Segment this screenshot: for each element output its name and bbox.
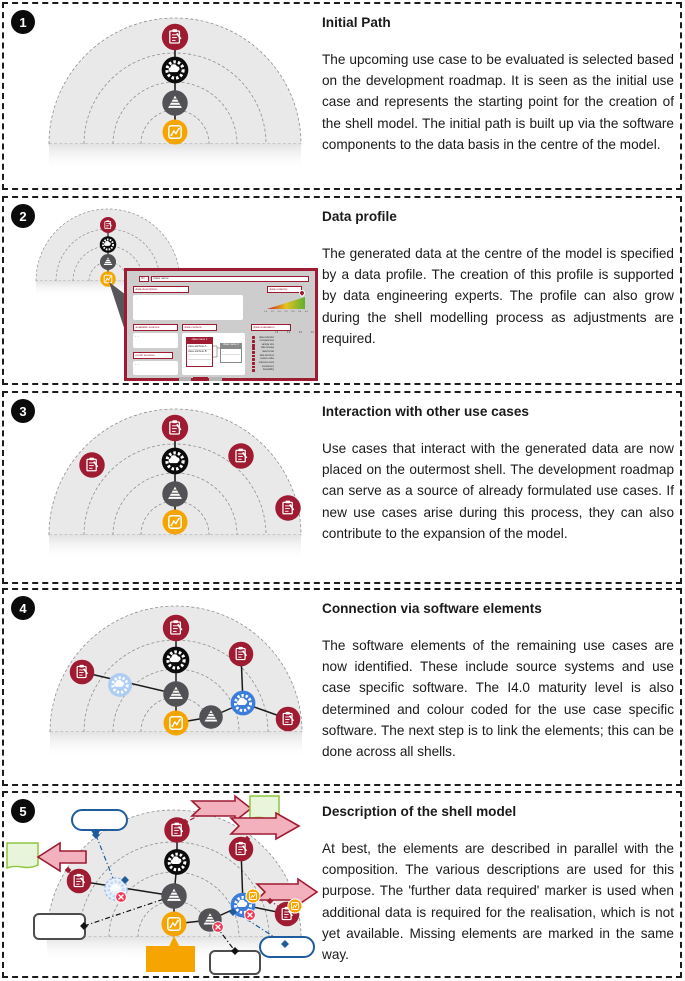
automation-pyramid-icon xyxy=(199,705,223,729)
maturity-tick: 3.5 xyxy=(298,311,302,313)
class-attribute: ... xyxy=(222,350,240,355)
evaluation-dot-selected xyxy=(252,344,255,347)
white-description-box xyxy=(34,914,85,939)
shell-diagram-interaction xyxy=(4,393,320,582)
form-data-description-area: ... xyxy=(133,295,243,320)
evaluation-dot-selected xyxy=(252,340,255,343)
form-tab xyxy=(209,377,222,381)
panel-initial-path xyxy=(2,2,682,190)
evaluation-row-label: consistency xyxy=(261,365,274,368)
form-data-description-label: data description xyxy=(133,286,189,293)
machine-gear-icon xyxy=(163,647,190,674)
evaluation-scale xyxy=(275,332,314,335)
use-case-clipboard-icon xyxy=(67,869,92,894)
panel-description-shell-model xyxy=(2,791,682,978)
panel-body: The generated data at the centre of the model is specified by a data profile. The creation of this profile is supported by data engineering experts. The profile can also grow during the shell modelling process as adjustments are required. xyxy=(322,246,674,346)
evaluation-row xyxy=(251,369,317,373)
shell-diagram-initial-path xyxy=(4,4,320,188)
panel-connection-software xyxy=(2,588,682,786)
machine-gear-icon xyxy=(164,849,190,875)
evaluation-row-label: reference level xyxy=(258,362,274,364)
use-case-clipboard-icon xyxy=(275,495,300,520)
class-attribute: ... xyxy=(188,355,211,360)
maturity-scale xyxy=(264,311,308,313)
panel-title: Data profile xyxy=(322,209,397,224)
automation-pyramid-icon xyxy=(163,681,188,706)
use-case-clipboard-icon xyxy=(100,217,116,233)
data-chart-icon xyxy=(100,271,115,286)
form-id-field: ID xyxy=(139,276,149,282)
blue-callout-stadium xyxy=(72,810,127,830)
data-chart-icon xyxy=(163,510,188,535)
data-profile-badge-icon xyxy=(288,899,302,913)
form-tab xyxy=(179,377,191,381)
shell-reflection xyxy=(49,144,301,170)
maturity-tick: 2.0 xyxy=(277,311,281,313)
automation-pyramid-icon xyxy=(161,883,186,908)
data-chart-icon xyxy=(162,912,187,937)
use-case-clipboard-icon xyxy=(79,452,104,477)
use-case-clipboard-icon xyxy=(162,24,188,50)
use-case-clipboard-icon xyxy=(276,707,301,732)
green-note xyxy=(7,843,38,868)
evaluation-dot-selected xyxy=(252,351,255,354)
evaluation-dot-selected xyxy=(252,369,255,372)
panel-body: Use cases that interact with the generated data are now placed on the outermost shell. The development roadmap can serve as a source of already formulated use cases. If new use cases arise during this process, they can also contribute to the expansion of the model. xyxy=(322,441,674,541)
use-case-clipboard-icon xyxy=(229,642,254,667)
form-data-evaluation-label: data evaluation xyxy=(251,324,291,331)
machine-gear-icon xyxy=(162,57,189,84)
further-data-required-x-icon xyxy=(116,892,127,903)
evaluation-scale-tick: 1.0 xyxy=(275,332,279,334)
class-attribute: class attribute A xyxy=(188,345,211,350)
shell-diagram-connection xyxy=(4,590,320,784)
maturity-tick: 2.5 xyxy=(284,311,288,313)
green-note xyxy=(250,796,279,819)
evaluation-row-label: feature value xyxy=(260,358,274,361)
class-attribute: class attribute B xyxy=(188,350,211,355)
maturity-high-gear-icon xyxy=(231,691,256,716)
automation-pyramid-icon xyxy=(162,90,187,115)
maturity-gradient-ramp xyxy=(267,297,305,309)
panel-data-profile xyxy=(2,196,682,385)
use-case-clipboard-icon xyxy=(228,443,253,468)
data-profile-form-screenshot xyxy=(124,268,318,381)
class-1-attributes xyxy=(186,343,213,367)
form-novel-sources-area: - ... xyxy=(133,361,178,375)
automation-pyramid-icon xyxy=(100,254,116,270)
evaluation-scale-tick: 3.0 xyxy=(298,332,303,334)
step-number-badge: 2 xyxy=(11,204,35,228)
shell-reflection xyxy=(50,732,302,758)
data-chart-icon xyxy=(163,120,188,145)
step-number-badge: 3 xyxy=(11,399,35,423)
shell-diagram-description xyxy=(4,793,320,976)
panel-body: At best, the elements are described in parallel with the composition. The various descriptions are used for this purpose. The 'further data required' marker is used when additional data is required for the realisation, which is not yet available. Missing elements are marked in the same way. xyxy=(322,841,674,963)
class-2-header: class name 2 xyxy=(220,343,242,348)
evaluation-scale-tick: 2.0 xyxy=(286,332,291,334)
maturity-pin-icon xyxy=(298,289,306,297)
panel-body: The software elements of the remaining use cases are now identified. These include source systems and use case specific software. The I4.0 maturity level is also determined and colour coded for the use case specific software. The next step is to link the elements; this can be done across all shells. xyxy=(322,638,674,760)
evaluation-row-label: data storage xyxy=(261,347,274,350)
maturity-tick: 3.0 xyxy=(291,311,295,313)
maturity-low-gear-icon xyxy=(108,673,132,697)
maturity-tick: 1.5 xyxy=(270,311,274,313)
evaluation-row-label: sample size xyxy=(261,343,274,346)
panel-title: Interaction with other use cases xyxy=(322,404,529,419)
form-data-content-label: data content xyxy=(182,324,217,331)
use-case-clipboard-icon xyxy=(163,615,189,641)
use-case-clipboard-icon xyxy=(70,660,95,685)
orange-callout-box xyxy=(146,946,195,972)
evaluation-row-label: data format xyxy=(262,351,274,354)
panel-title: Connection via software elements xyxy=(322,601,542,616)
step-number-badge: 4 xyxy=(11,596,35,620)
further-data-required-x-icon xyxy=(245,910,256,921)
maturity-tick: 1.0 xyxy=(264,311,268,313)
panel-body: The upcoming use case to be evaluated is selected based on the development roadmap. It is seen as the initial use case and represents the starting point for the creation of the shell model. The initial path is built up via the software components to the data basis in the centre of the model. xyxy=(322,52,674,152)
form-tabs xyxy=(179,377,222,381)
blue-callout-stadium xyxy=(260,937,314,957)
evaluation-row-label: traceability xyxy=(262,369,274,372)
form-tab-selected xyxy=(193,377,208,381)
use-case-clipboard-icon xyxy=(229,837,254,862)
form-available-sources-label: available sources xyxy=(133,324,178,331)
automation-pyramid-icon xyxy=(162,481,187,506)
form-data-maturity-label: data maturity xyxy=(267,286,302,293)
step-number-badge: 1 xyxy=(11,10,35,34)
class-1-header: class name 1 xyxy=(186,337,213,343)
evaluation-row-label: data collection xyxy=(259,336,274,339)
maturity-tick: 4.0 xyxy=(304,311,308,313)
panel-title: Description of the shell model xyxy=(322,804,517,819)
shell-reflection xyxy=(49,535,301,561)
evaluation-row-label: data structure xyxy=(259,354,274,357)
data-profile-badge-icon xyxy=(246,889,260,903)
step-number-badge: 5 xyxy=(11,799,35,823)
class-connector xyxy=(212,343,221,361)
panel-title: Initial Path xyxy=(322,15,391,30)
data-chart-icon xyxy=(164,711,189,736)
evaluation-row-label: completeness xyxy=(259,340,274,343)
form-data-name-field: Data name xyxy=(151,276,309,282)
form-available-sources-area: - ... xyxy=(133,333,178,348)
class-2-attributes xyxy=(220,348,242,363)
evaluation-rows xyxy=(251,336,317,372)
use-case-clipboard-icon xyxy=(162,415,188,441)
form-novel-sources-label: novel sources xyxy=(133,352,173,359)
panel-interaction-use-cases xyxy=(2,391,682,584)
evaluation-dot-selected xyxy=(252,362,255,365)
machine-gear-icon xyxy=(162,448,189,475)
evaluation-scale-tick: 4.0 xyxy=(310,332,314,334)
machine-gear-icon xyxy=(100,236,117,253)
further-data-required-x-icon xyxy=(213,922,224,933)
form-data-content-area xyxy=(182,333,245,375)
